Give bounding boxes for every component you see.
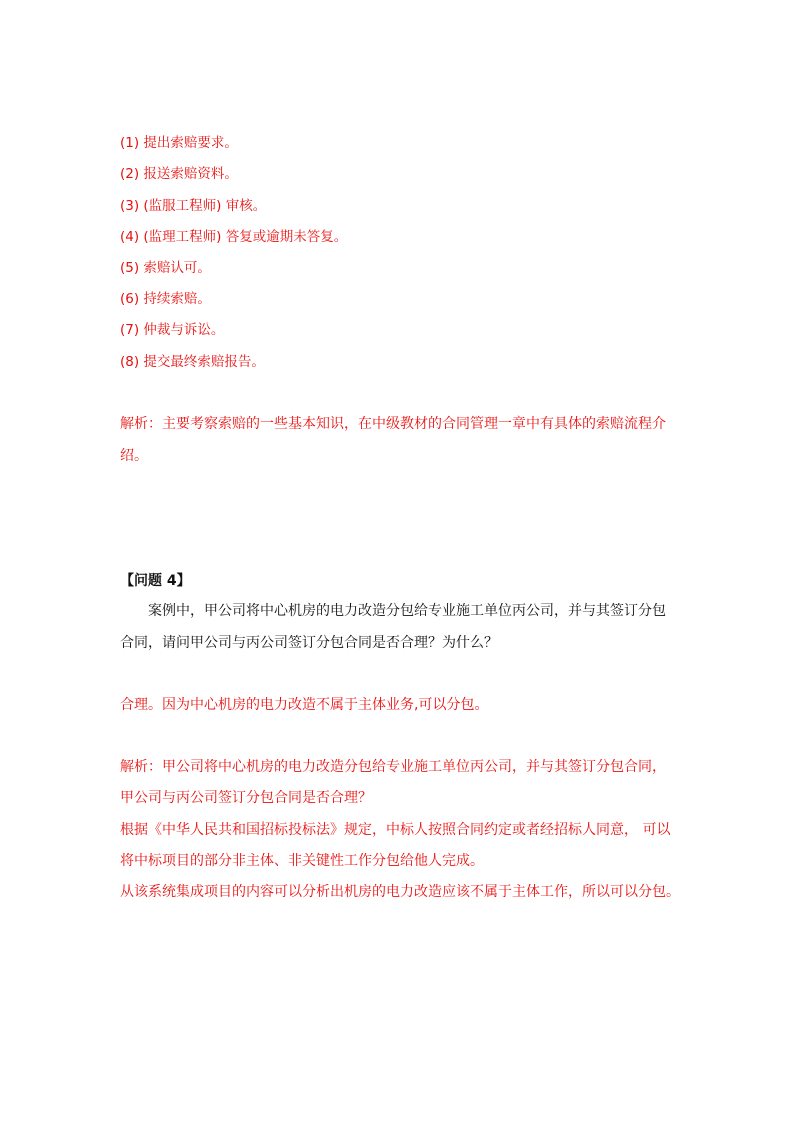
analysis-1-line-2: 绍。 [120,448,148,464]
step-4: (4) (监理工程师) 答复或逾期未答复。 [120,229,348,245]
step-8: (8) 提交最终索赔报告。 [120,354,265,370]
analysis-1-line-1: 解析：主要考察索赔的一些基本知识，在中级教材的合同管理一章中有具体的索赔流程介 [120,416,666,432]
step-1: (1) 提出索赔要求。 [120,135,238,151]
question-4-line-2: 合同，请问甲公司与丙公司签订分包合同是否合理？为什么？ [120,635,498,651]
question-4-heading: 【问题 4】 [120,573,191,589]
step-2: (2) 报送索赔资料。 [120,166,238,182]
analysis-2-line-5: 从该系统集成项目的内容可以分析出机房的电力改造应该不属于主体工作，所以可以分包。 [120,884,680,900]
question-4-line-1: 案例中，甲公司将中心机房的电力改造分包给专业施工单位丙公司，并与其签订分包 [148,603,666,619]
step-7: (7) 仲裁与诉讼。 [120,322,225,338]
step-3: (3) (监服工程师) 审核。 [120,198,267,214]
analysis-2-line-3: 根据《中华人民共和国招标投标法》规定，中标人按照合同约定或者经招标人同意， 可以 [120,822,671,838]
step-5: (5) 索赔认可。 [120,260,211,276]
analysis-2-line-1: 解析：甲公司将中心机房的电力改造分包给专业施工单位丙公司，并与其签订分包合同， [120,759,666,775]
analysis-2-line-4: 将中标项目的部分非主体、非关键性工作分包给他人完成。 [120,853,484,869]
step-6: (6) 持续索赔。 [120,291,211,307]
answer-text: 合理。因为中心机房的电力改造不属于主体业务,可以分包。 [120,697,489,713]
analysis-2-line-2: 甲公司与丙公司签订分包合同是否合理？ [120,790,372,806]
